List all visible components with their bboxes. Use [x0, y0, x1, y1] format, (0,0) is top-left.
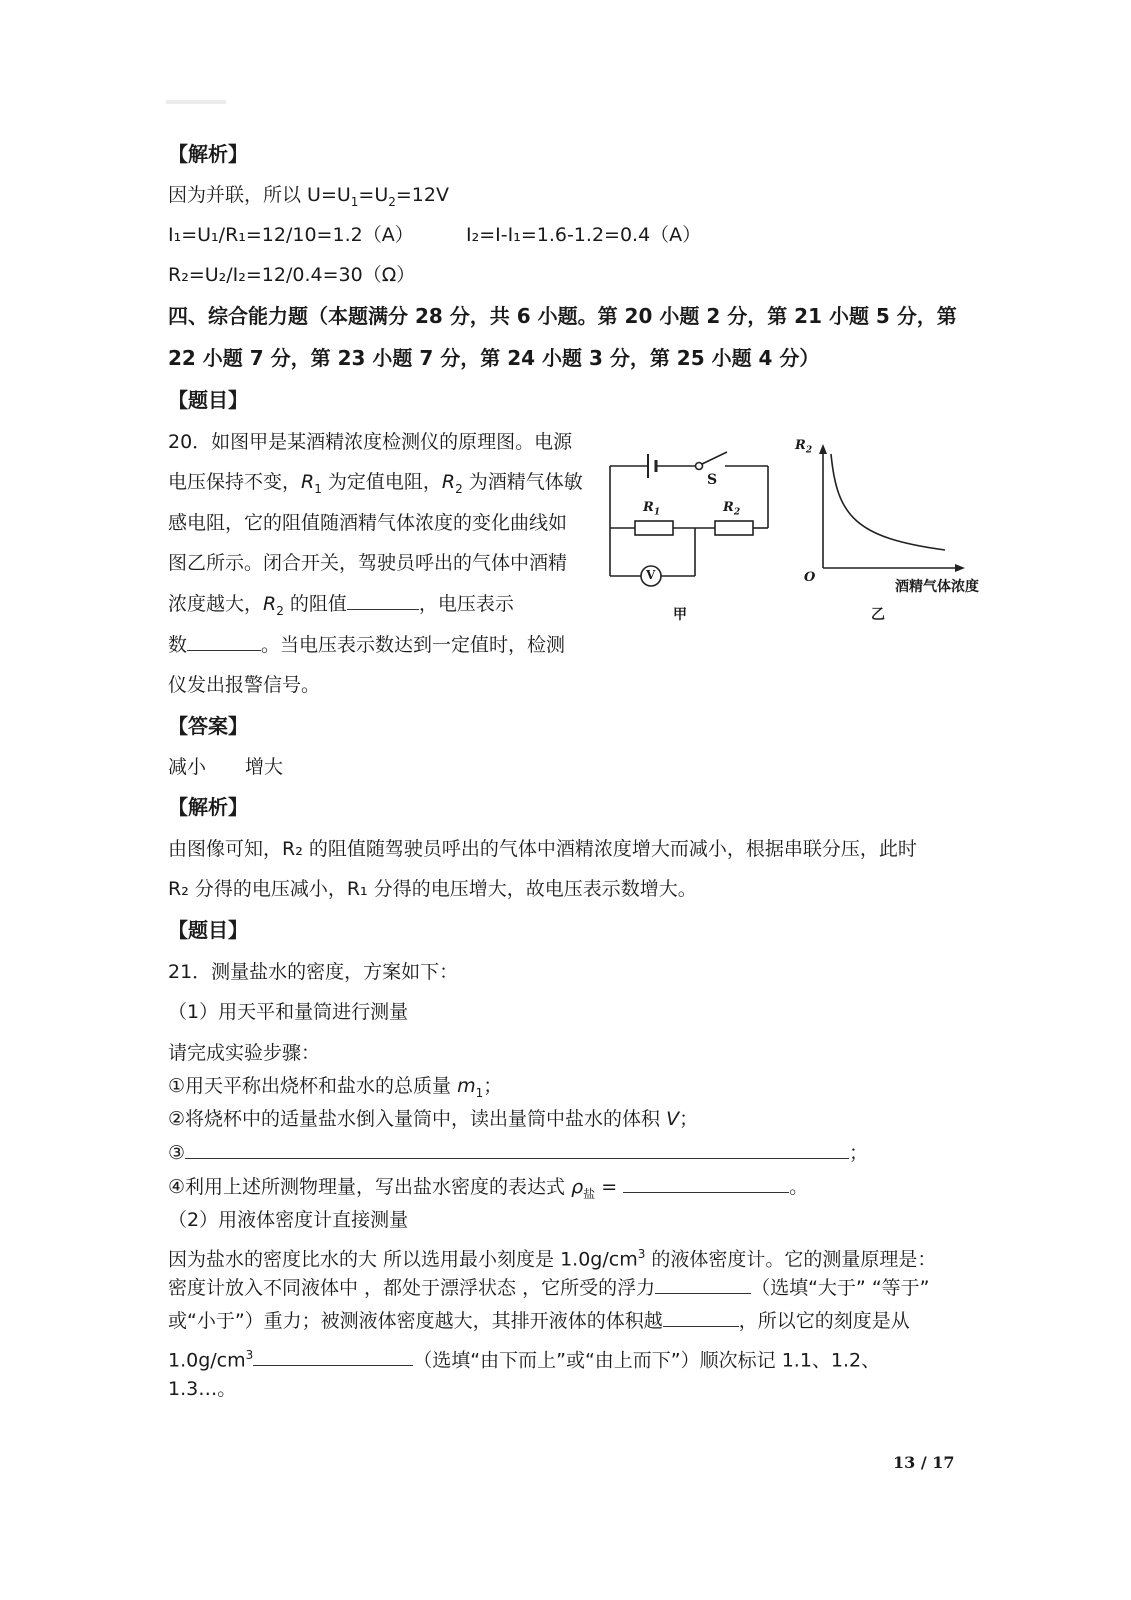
scan-artifact [166, 100, 226, 104]
answer-blank[interactable] [185, 1140, 849, 1159]
analysis-line-2a: I₁=U₁/R₁=12/10=1.2（A） [168, 224, 414, 246]
analysis-line-1: 因为并联，所以 $U=U_1=U_2=12V$ [168, 184, 449, 209]
section-title-line-1: 四、综合能力题（本题满分 28 分，共 6 小题。第 20 小题 2 分，第 21 小题 5 分，第 [168, 304, 957, 328]
concentration-graph [819, 444, 965, 572]
y-axis-arrow-icon [819, 444, 827, 454]
q21-part-2: （2）用液体密度计直接测量 [168, 1209, 409, 1231]
analysis-heading: 【解析】 [168, 142, 248, 166]
circuit-diagram [610, 452, 768, 586]
answer-blank[interactable] [623, 1174, 789, 1193]
q21-part-2-line-1: 因为盐水的密度比水的大 所以选用最小刻度是 $1.0g/cm^3$ 的液体密度计。它的测量原理是： [168, 1247, 937, 1271]
analysis-line-2b: I₂=I-I₁=1.6-1.2=0.4（A） [466, 224, 702, 246]
q21-part-2-line-5: 1.3…。 [168, 1378, 237, 1400]
caption-yi: 乙 [871, 607, 885, 623]
q21-step-4: ④利用上述所测物理量，写出盐水密度的表达式 $\rho_盐$ = 。 [168, 1176, 809, 1201]
q21-step-2: ②将烧杯中的适量盐水倒入量筒中，读出量筒中盐水的体积 V； [168, 1108, 699, 1130]
x-axis-arrow-icon [955, 564, 965, 572]
q20-line-3: 感电阻，它的阻值随酒精气体浓度的变化曲线如 [168, 512, 568, 534]
q20-answer-1: 减小 [168, 756, 207, 778]
q20-analysis-line-1: 由图像可知，R₂ 的阻值随驾驶员呼出的气体中酒精浓度增大而减小，根据串联分压，此时 [168, 838, 917, 860]
q21-step-1: ①用天平称出烧杯和盐水的总质量 $m_1$； [168, 1075, 503, 1100]
q21-line-1: 21．测量盐水的密度，方案如下： [168, 961, 459, 983]
answer-blank[interactable] [663, 1308, 739, 1327]
figure-svg [605, 436, 1005, 626]
r2-label: $R_2$ [723, 500, 741, 518]
circuit-and-graph-figure [605, 436, 1005, 626]
resistor-r2-icon [715, 521, 753, 535]
q21-step-3: ③ ； [168, 1142, 869, 1164]
r1-label: $R_1$ [643, 500, 661, 518]
q20-line-4: 图乙所示。闭合开关，驾驶员呼出的气体中酒精 [168, 552, 568, 574]
graph-origin: O [804, 570, 816, 585]
q20-analysis-heading: 【解析】 [168, 795, 248, 819]
switch-label: S [707, 472, 718, 488]
q20-answer-2: 增大 [245, 756, 284, 778]
q21-line-2: （1）用天平和量筒进行测量 [168, 1001, 409, 1023]
q20-heading: 【题目】 [168, 388, 248, 412]
voltmeter-label: V [646, 568, 656, 582]
q20-answer-heading: 【答案】 [168, 714, 248, 738]
q21-line-3: 请完成实验步骤： [168, 1042, 321, 1064]
answer-blank[interactable] [253, 1347, 413, 1366]
q20-line-1: 20．如图甲是某酒精浓度检测仪的原理图。电源 [168, 431, 573, 453]
switch-icon [696, 452, 728, 470]
q21-part-2-line-3: 或“小于”）重力；被测液体密度越大，其排开液体的体积越 ，所以它的刻度是从 [168, 1310, 910, 1332]
page-number: 13 / 17 [893, 1453, 955, 1472]
q20-line-5: 浓度越大，$R_2$ 的阻值 ，电压表示 [168, 593, 514, 618]
q21-part-2-line-2: 密度计放入不同液体中 ，都处于漂浮状态 ，它所受的浮力 （选填“大于” “等于” [168, 1277, 930, 1299]
q21-part-2-line-4: $1.0g/cm^3$ （选填“由下而上”或“由上而下”）顺次标记 1.1、1.2、 [168, 1348, 881, 1372]
graph-y-label: $R_2$ [795, 438, 813, 456]
resistor-r1-icon [635, 521, 673, 535]
q20-line-2: 电压保持不变，$R_1$ 为定值电阻，$R_2$ 为酒精气体敏 [168, 471, 583, 496]
q21-heading: 【题目】 [168, 918, 248, 942]
answer-blank[interactable] [187, 632, 261, 651]
caption-jia: 甲 [673, 607, 687, 623]
analysis-line-3: R₂=U₂/I₂=12/0.4=30（Ω） [168, 264, 416, 286]
answer-blank[interactable] [655, 1275, 751, 1294]
section-title-line-2: 22 小题 7 分，第 23 小题 7 分，第 24 小题 3 分，第 25 小题 4 分） [168, 346, 820, 370]
q20-analysis-line-2: R₂ 分得的电压减小，R₁ 分得的电压增大，故电压表示数增大。 [168, 878, 697, 900]
q20-line-7: 仪发出报警信号。 [168, 674, 321, 696]
r2-curve [831, 454, 945, 550]
q20-line-6: 数 。当电压表示数达到一定值时，检测 [168, 634, 566, 656]
answer-blank[interactable] [347, 591, 419, 610]
graph-x-label: 酒精气体浓度 [895, 579, 979, 595]
